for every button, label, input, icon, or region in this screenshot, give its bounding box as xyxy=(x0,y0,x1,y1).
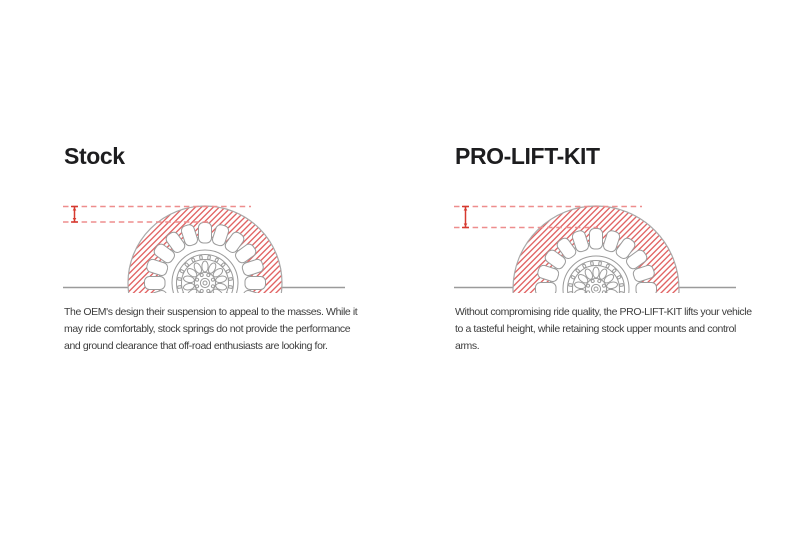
stock-section xyxy=(64,0,364,534)
description-line: arms. xyxy=(455,340,480,352)
gap-measurement-indicator xyxy=(71,207,78,223)
description-line: The OEM's design their suspension to appeal to the masses. While it xyxy=(64,306,358,318)
gap-measurement-indicator xyxy=(462,207,469,228)
stock-description xyxy=(64,304,357,355)
pro-lift-kit-description xyxy=(455,304,752,355)
stock-heading: Stock xyxy=(64,143,125,169)
stock-suspension-diagram xyxy=(63,200,345,293)
pro-lift-kit-suspension-diagram xyxy=(454,200,736,293)
description-line: may ride comfortably, stock springs do not provide the performance xyxy=(64,323,351,335)
description-line: and ground clearance that off-road enthusiasts are looking for. xyxy=(64,340,328,352)
description-line: Without compromising ride quality, the PRO-LIFT-KIT lifts your vehicle xyxy=(455,306,752,318)
description-line: to a tasteful height, while retaining stock upper mounts and control xyxy=(455,323,736,335)
pro-lift-kit-section xyxy=(455,0,755,534)
pro-lift-kit-heading: PRO-LIFT-KIT xyxy=(455,143,600,169)
